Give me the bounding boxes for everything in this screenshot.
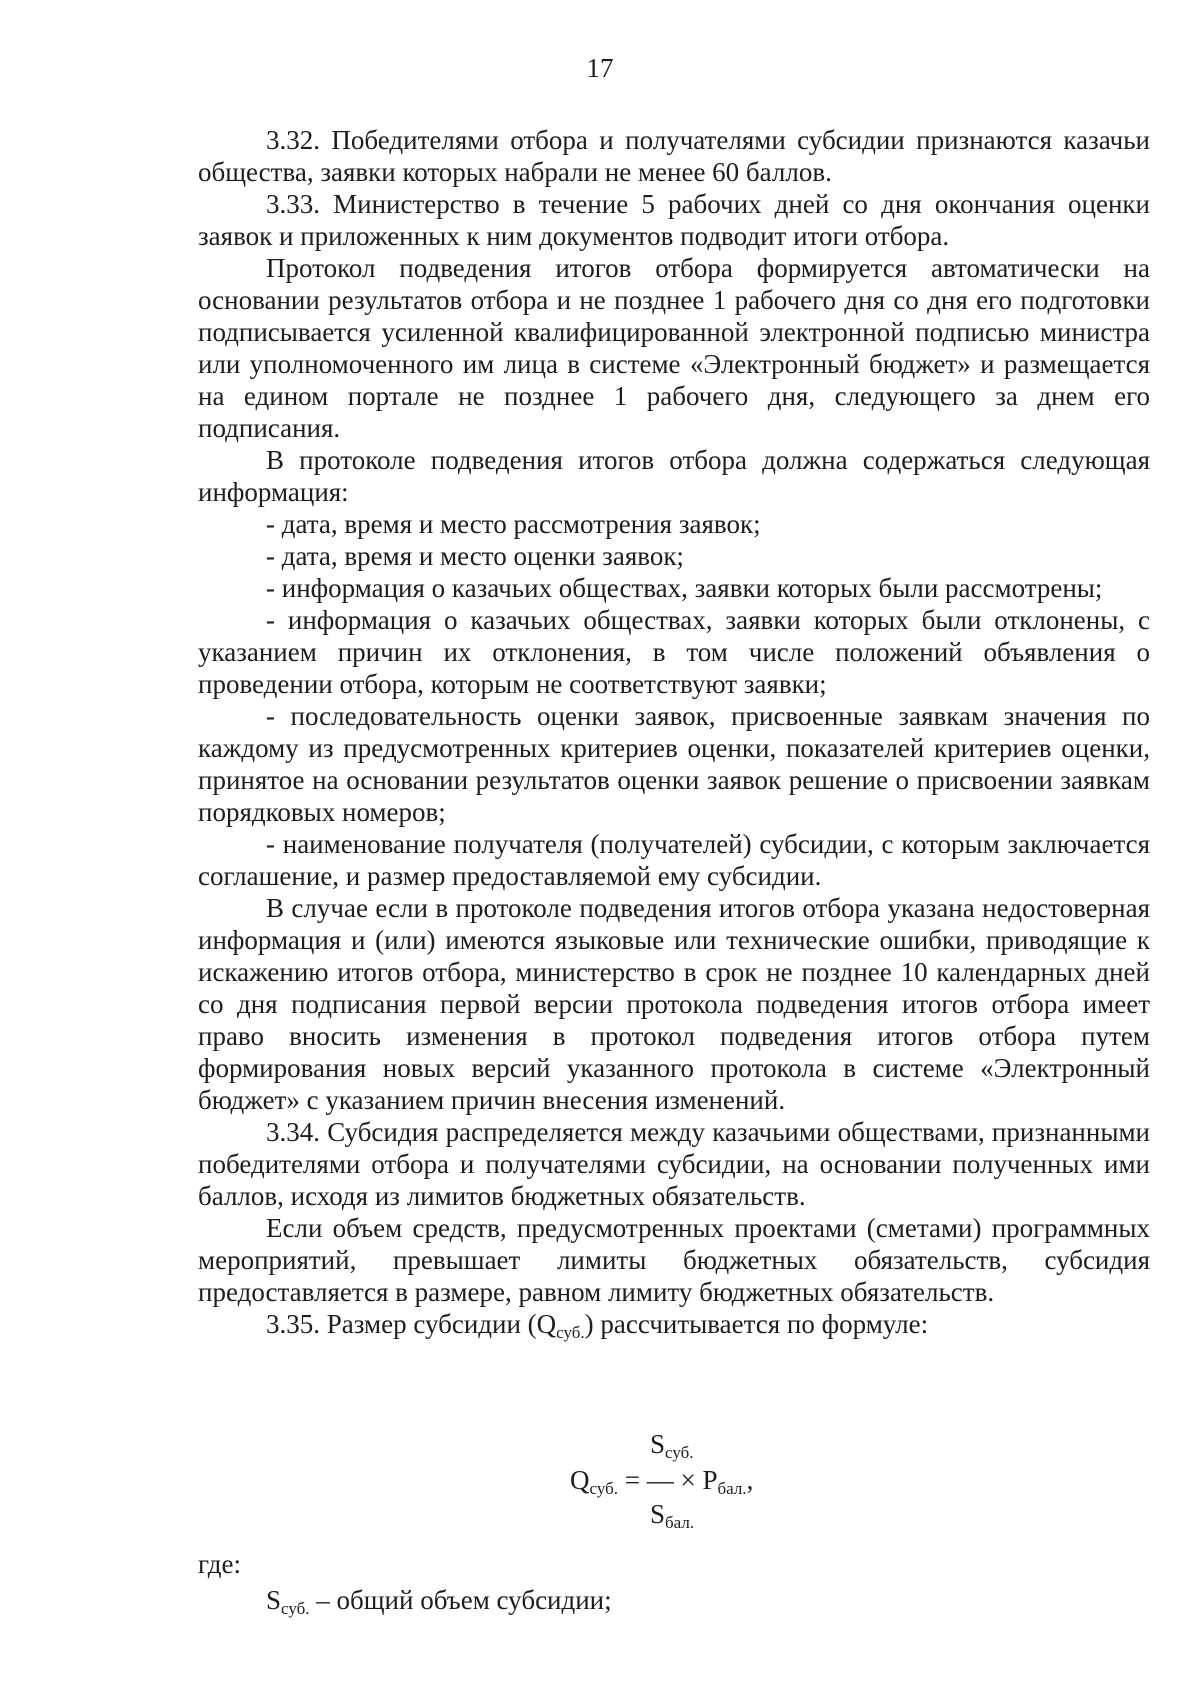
paragraph: Если объем средств, предусмотренных проектами (сметами) программных мероприятий, превышает лимиты бюджетных обязательств, субсидия предоставляется в размере, равном лимиту бюджетных обязательств. — [198, 1213, 1150, 1307]
paragraph: Протокол подведения итогов отбора формируется автоматически на основании результатов отбора и не позднее 1 рабочего дня со дня его подготовки подписывается усиленной квалифицированной электронной подписью министра или уполномоченного им лица в системе «Электронный бюджет» и размещается на едином портале не позднее 1 рабочего дня, следующего за днем его подписания. — [198, 253, 1150, 443]
paragraph: В протоколе подведения итогов отбора должна содержаться следующая информация: — [198, 445, 1150, 507]
list-item: - дата, время и место оценки заявок; — [266, 541, 684, 571]
formula-symbol: S — [266, 1585, 282, 1615]
formula-subscript: суб. — [589, 1479, 618, 1498]
formula-intro — [198, 1308, 1150, 1349]
document-body — [198, 124, 1150, 1349]
formula-denominator — [650, 1498, 694, 1539]
paragraph: 3.34. Субсидия распределяется между казачьими обществами, признанными победителями отбора и получателями субсидии, на основании полученных ими баллов, исходя из лимитов бюджетных обязательств. — [198, 1117, 1150, 1211]
formula-subscript: бал. — [717, 1479, 747, 1498]
formula-subscript: бал. — [665, 1513, 695, 1532]
formula-symbol: Q — [570, 1465, 590, 1495]
list-item: - наименование получателя (получателей) субсидии, с которым заключается соглашение, и размер предоставляемой ему субсидии. — [198, 829, 1150, 891]
formula-numerator — [650, 1428, 694, 1469]
formula-symbol: S — [650, 1499, 666, 1529]
formula-subscript: суб. — [281, 1599, 310, 1618]
formula-intro-subscript: суб. — [556, 1323, 585, 1342]
paragraph: В случае если в протоколе подведения итогов отбора указана недостоверная информация и (или) имеются языковые или технические ошибки, приводящие к искажению итогов отбора, министерство в срок не позднее 10 календарных дней со дня подписания первой версии протокола подведения итогов отбора имеет право вносить изменения в протокол подведения итогов отбора путем формирования новых версий указанного протокола в системе «Электронный бюджет» с указанием причин внесения изменений. — [198, 893, 1150, 1115]
paragraph: 3.33. Министерство в течение 5 рабочих дней со дня окончания оценки заявок и приложенных к ним документов подводит итоги отбора. — [198, 189, 1150, 251]
formula-intro-text: 3.35. Размер субсидии (Q — [266, 1309, 557, 1339]
where-label: где: — [198, 1549, 241, 1579]
formula-subscript: суб. — [665, 1443, 694, 1462]
formula-intro-text: ) рассчитывается по формуле: — [584, 1309, 929, 1339]
list-item: - информация о казачьих обществах, заявки которых были рассмотрены; — [266, 573, 1103, 603]
formula-symbol: S — [650, 1429, 666, 1459]
formula-operator: = — × P — [618, 1465, 718, 1495]
list-item: - дата, время и место рассмотрения заявок; — [266, 509, 761, 539]
page-number: 17 — [586, 53, 614, 83]
definition-text: – общий объем субсидии; — [309, 1585, 612, 1615]
definition-line — [198, 1584, 1150, 1625]
paragraph: 3.32. Победителями отбора и получателями субсидии признаются казачьи общества, заявки которых набрали не менее 60 баллов. — [198, 125, 1150, 187]
formula-punctuation: , — [746, 1465, 754, 1495]
subsidy-formula — [570, 1428, 800, 1532]
list-item: - последовательность оценки заявок, присвоенные заявкам значения по каждому из предусмотренных критериев оценки, показателей критериев оценки, принятое на основании результатов оценки заявок решение о присвоении заявкам порядковых номеров; — [198, 701, 1150, 827]
list-item: - информация о казачьих обществах, заявки которых были отклонены, с указанием причин их отклонения, в том числе положений объявления о проведении отбора, которым не соответствуют заявки; — [198, 605, 1150, 699]
